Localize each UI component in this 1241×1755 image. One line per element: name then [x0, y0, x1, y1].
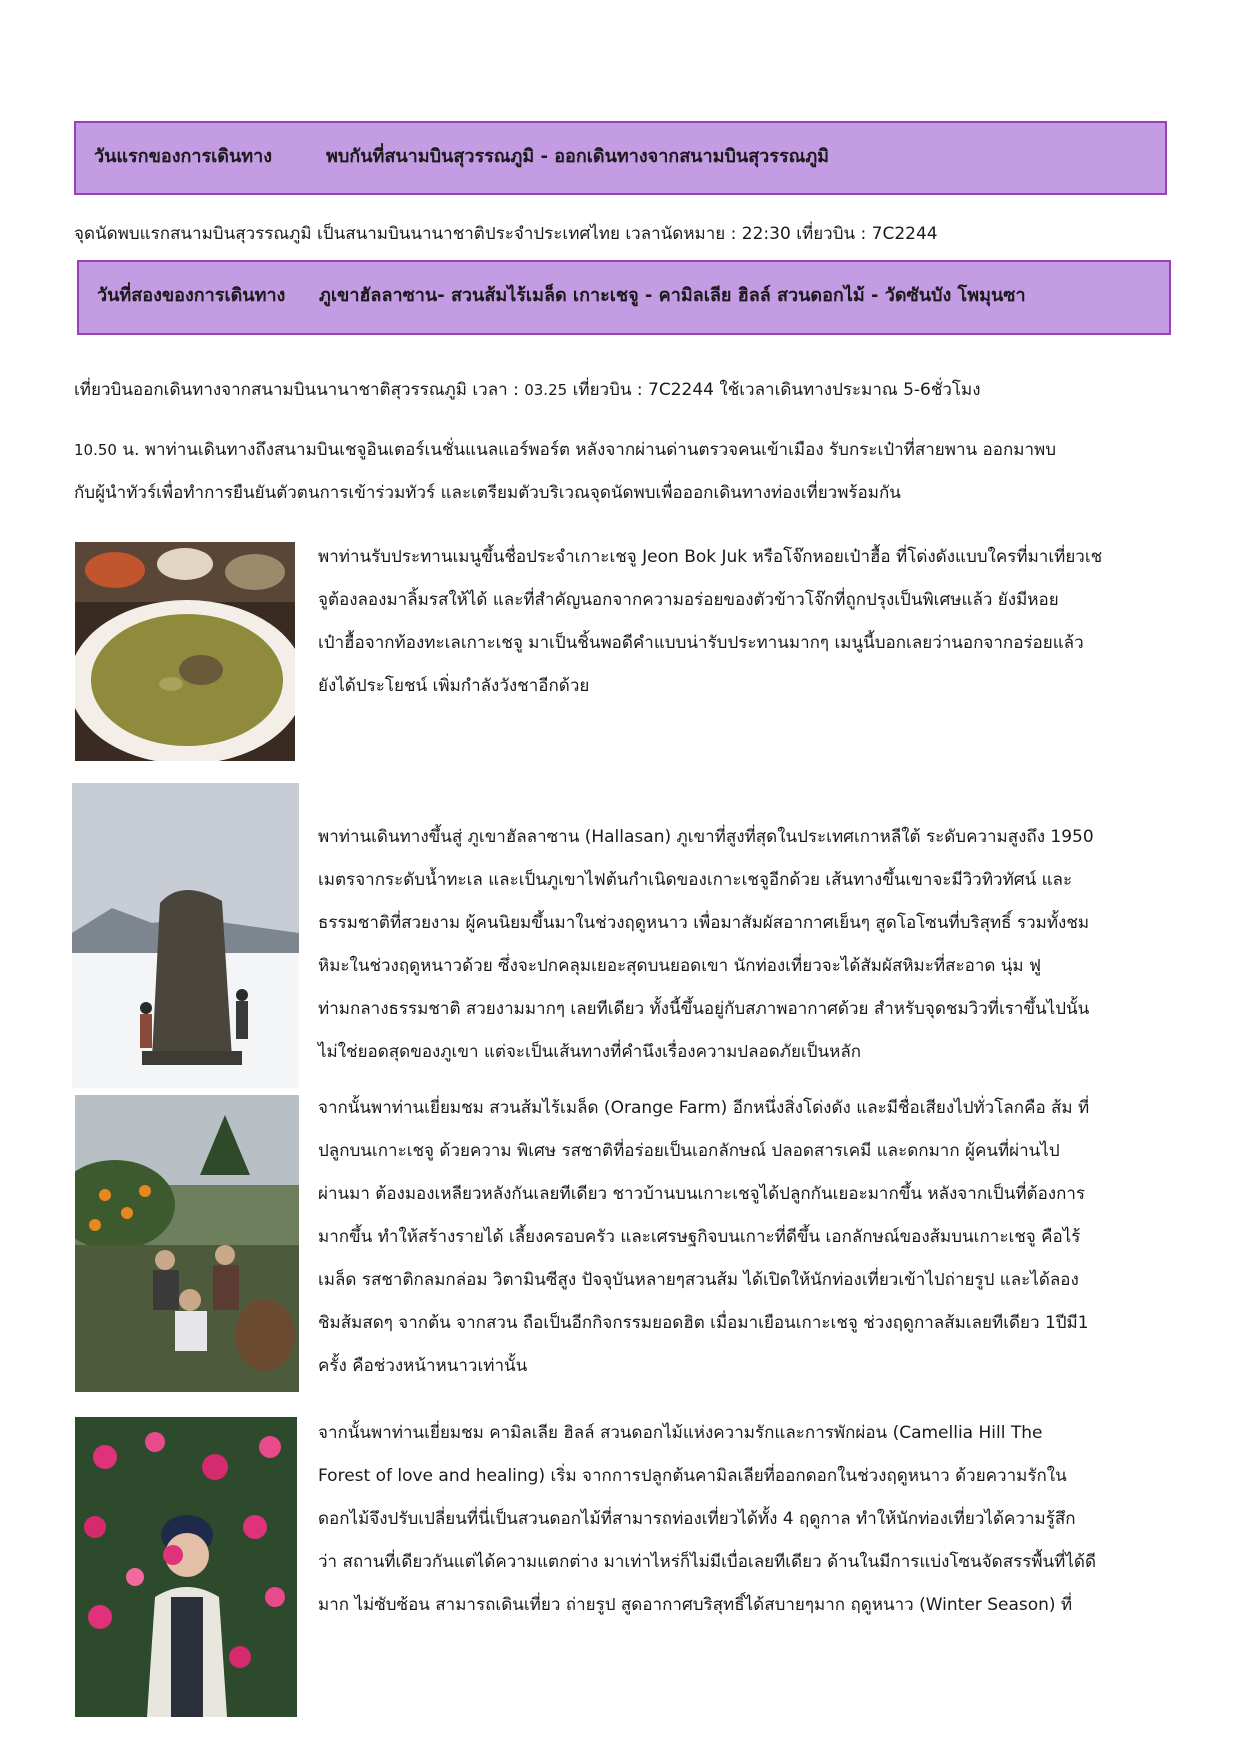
section-3-text: [318, 1087, 1198, 1388]
arrival-paragraph: [74, 429, 1174, 515]
section-1-text: [318, 536, 1198, 708]
section-4-text: [318, 1412, 1198, 1627]
departure-flight-label: เที่ยวบิน :: [567, 380, 649, 400]
meeting-flight-label: เที่ยวบิน :: [790, 224, 872, 244]
section-2-line: ไม่ใช่ยอดสุดของภูเขา แต่จะเป็นเส้นทางที่คำนึงเรื่องความปลอดภัยเป็นหลัก: [318, 1042, 862, 1062]
section-3-line: ผ่านมา ต้องมองเหลียวหลังกันเลยทีเดียว ชาวบ้านบนเกาะเชจูได้ปลูกกันเยอะมากขึ้น หลังจากเป็นที่ต้องการ: [318, 1184, 1086, 1204]
section-1-line: จูต้องลองมาลิ้มรสให้ได้ และที่สำคัญนอกจากความอร่อยของตัวข้าวโจ๊กที่ถูกปรุงเป็นพิเศษแล้ว ยังมีหอย: [318, 590, 1059, 610]
departure-flight: 7C2244: [648, 380, 714, 400]
section-2-line: ท่ามกลางธรรมชาติ สวยงามมากๆ เลยทีเดียว ทั้งนี้ขึ้นอยู่กับสภาพอากาศด้วย สำหรับจุดชมวิวที่เราขึ้นไปนั้น: [318, 999, 1090, 1019]
arrival-time: 10.50: [74, 441, 117, 459]
arrival-line-1: น. พาท่านเดินทางถึงสนามบินเชจูอินเตอร์เนชั่นแนลแอร์พอร์ต หลังจากผ่านด่านตรวจคนเข้าเมือง รับกระเป๋าที่สายพาน ออกมาพบ: [116, 440, 1056, 460]
section-2-line: พาท่านเดินทางขึ้นสู่ ภูเขาฮัลลาซาน (Hallasan) ภูเขาที่สูงที่สุดในประเทศเกาหลีใต้ ระดับความสูงถึง 1950: [318, 827, 1094, 847]
day1-title: พบกันที่สนามบินสุวรรณภูมิ - ออกเดินทางจากสนามบินสุวรรณภูมิ: [326, 146, 830, 167]
day2-title: ภูเขาฮัลลาซาน- สวนส้มไร้เมล็ด เกาะเชจู - คามิลเลีย ฮิลล์ สวนดอกไม้ - วัดซันบัง โพมุนซา: [319, 285, 1026, 306]
section-2-text: [318, 816, 1198, 1074]
section-1-line: พาท่านรับประทานเมนูขึ้นชื่อประจำเกาะเชจู Jeon Bok Juk หรือโจ๊กหอยเป๋าฮื้อ ที่โด่งดังแบบใครที่มาเที่ยวเช: [318, 547, 1103, 567]
section-3-line: จากนั้นพาท่านเยี่ยมชม สวนส้มไร้เมล็ด (Orange Farm) อีกหนึ่งสิ่งโด่งดัง และมีชื่อเสียงไปทั่วโลกคือ ส้ม ที่: [318, 1098, 1090, 1118]
abalone-porridge-photo: [75, 542, 295, 761]
section-4-line: มาก ไม่ซับซ้อน สามารถเดินเที่ยว ถ่ายรูป สูดอากาศบริสุทธิ์ได้สบายๆมาก ฤดูหนาว (Winter Season) ที่: [318, 1595, 1073, 1615]
day1-label: วันแรกของการเดินทาง: [94, 146, 273, 167]
day1-banner: [74, 121, 1167, 195]
orange-farm-photo: [75, 1095, 299, 1392]
day2-label: วันที่สองของการเดินทาง: [97, 285, 286, 306]
camellia-hill-photo: [75, 1417, 297, 1717]
section-2-line: ธรรมชาติที่สวยงาม ผู้คนนิยมขึ้นมาในช่วงฤดูหนาว เพื่อมาสัมผัสอากาศเย็นๆ สูดโอโซนที่บริสุทธิ์ รวมทั้งชม: [318, 913, 1090, 933]
section-4-line: จากนั้นพาท่านเยี่ยมชม คามิลเลีย ฮิลล์ สวนดอกไม้แห่งความรักและการพักผ่อน (Camellia Hill The: [318, 1423, 1043, 1443]
departure-text: เที่ยวบินออกเดินทางจากสนามบินนานาชาติสุวรรณภูมิ เวลา :: [74, 380, 525, 400]
arrival-line-2: กับผู้นำทัวร์เพื่อทำการยืนยันตัวตนการเข้าร่วมทัวร์ และเตรียมตัวบริเวณจุดนัดพบเพื่อออกเดินทางท่องเที่ยวพร้อมกัน: [74, 483, 901, 503]
meeting-flight: 7C2244: [871, 224, 938, 244]
section-2-line: เมตรจากระดับน้ำทะเล และเป็นภูเขาไฟต้นกำเนิดของเกาะเชจูอีกด้วย เส้นทางขึ้นเขาจะมีวิวทิวทัศน์ และ: [318, 870, 1073, 890]
section-1-line: เป๋าฮื้อจากท้องทะเลเกาะเชจู มาเป็นชิ้นพอดีคำแบบน่ารับประทานมากๆ เมนูนี้บอกเลยว่านอกจากอร่อยแล้ว: [318, 633, 1084, 653]
section-3-line: มากขึ้น ทำให้สร้างรายได้ เลี้ยงครอบครัว และเศรษฐกิจบนเกาะที่ดีขึ้น เอกลักษณ์ของส้มบนเกาะเชจู คือไร้: [318, 1227, 1081, 1247]
section-3-line: ครั้ง คือช่วงหน้าหนาวเท่านั้น: [318, 1356, 528, 1376]
section-3-line: เมล็ด รสชาติกลมกล่อม วิตามินซีสูง ปัจจุบันหลายๆสวนส้ม ได้เปิดให้นักท่องเที่ยวเข้าไปถ่ายรูป และได้ลอง: [318, 1270, 1079, 1290]
departure-paragraph: [74, 369, 981, 412]
day2-banner: [77, 260, 1171, 335]
section-4-line: ว่า สถานที่เดียวกันแต่ได้ความแตกต่าง มาเท่าไหร่ก็ไม่มีเบื่อเลยทีเดียว ด้านในมีการแบ่งโซนจัดสรรพื้นที่ได้ดี: [318, 1552, 1097, 1572]
meeting-text: จุดนัดพบแรกสนามบินสุวรรณภูมิ เป็นสนามบินนานาชาติประจำประเทศไทย เวลานัดหมาย :: [74, 224, 742, 244]
section-4-line: ดอกไม้จึงปรับเปลี่ยนที่นี่เป็นสวนดอกไม้ที่สามารถท่องเที่ยวได้ทั้ง 4 ฤดูกาล ทำให้นักท่องเที่ยวได้ความรู้สึก: [318, 1509, 1076, 1529]
section-3-line: ปลูกบนเกาะเชจู ด้วยความ พิเศษ รสชาติที่อร่อยเป็นเอกลักษณ์ ปลอดสารเคมี และดกมาก ผู้คนที่ผ่านไป: [318, 1141, 1060, 1161]
departure-time: 03.25: [524, 381, 568, 399]
section-4-line: Forest of love and healing) เริ่ม จากการปลูกต้นคามิลเลียที่ออกดอกในช่วงฤดูหนาว ด้วยความรักใน: [318, 1466, 1067, 1486]
section-2-line: หิมะในช่วงฤดูหนาวด้วย ซึ่งจะปกคลุมเยอะสุดบนยอดเขา นักท่องเที่ยวจะได้สัมผัสหิมะที่สะอาด นุ่ม ฟู: [318, 956, 1042, 976]
meeting-time: 22:30: [741, 224, 791, 244]
meeting-paragraph: [74, 213, 938, 256]
section-3-line: ชิมส้มสดๆ จากต้น จากสวน ถือเป็นอีกกิจกรรมยอดฮิต เมื่อมาเยือนเกาะเชจู ช่วงฤดูกาลส้มเลยทีเดียว 1ปีมี1: [318, 1313, 1089, 1333]
hallasan-snow-photo: [72, 783, 299, 1088]
departure-duration: ใช้เวลาเดินทางประมาณ 5-6ชั่วโมง: [714, 380, 981, 400]
section-1-line: ยังได้ประโยชน์ เพิ่มกำลังวังชาอีกด้วย: [318, 676, 590, 696]
